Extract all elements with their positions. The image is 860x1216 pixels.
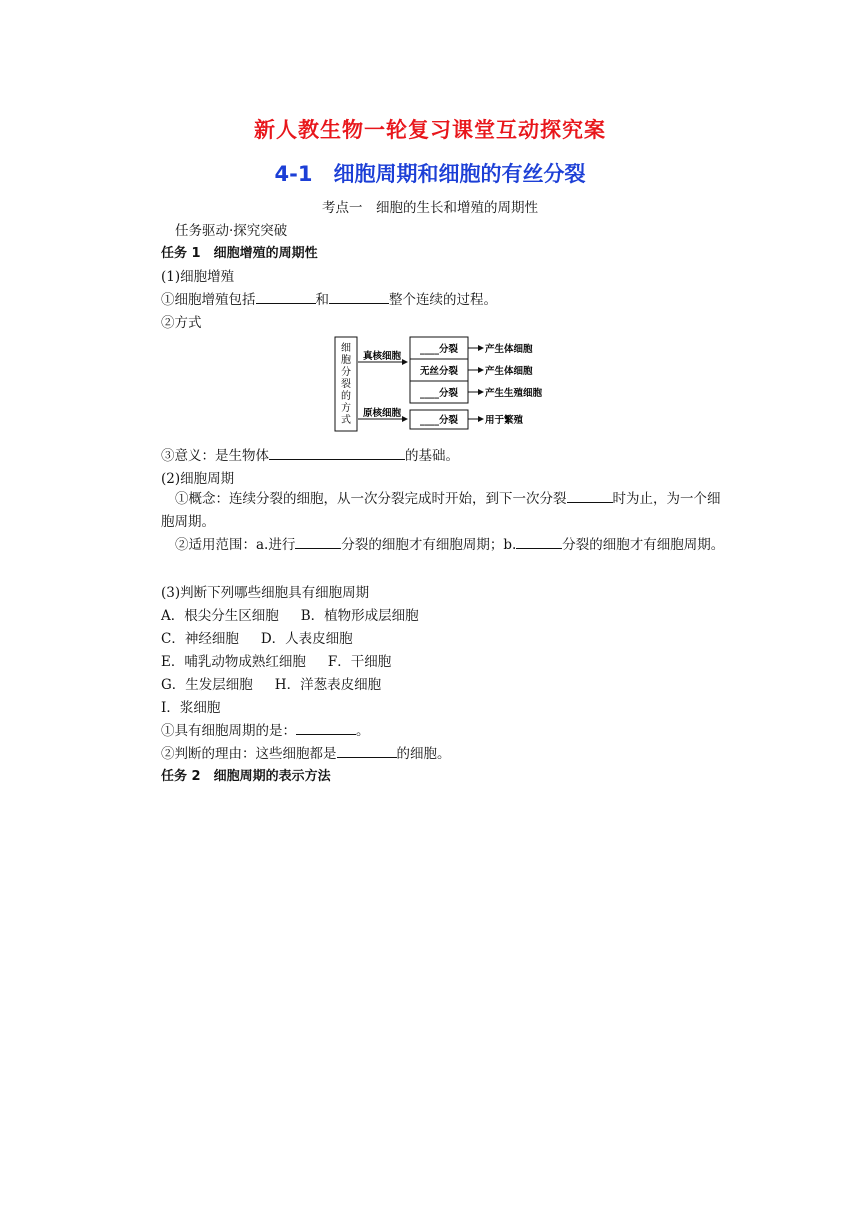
outcome-1: 产生体细胞 [485, 344, 533, 355]
outcome-4: 用于繁殖 [485, 415, 524, 426]
task-drive-label: 任务驱动·探究突破 [175, 223, 288, 239]
fill-blank[interactable] [295, 536, 341, 549]
option-row [161, 627, 353, 647]
section-heading: 考点一 细胞的生长和增殖的周期性 [322, 200, 538, 216]
question-2 [161, 742, 451, 762]
p2-heading: (2)细胞周期 [161, 471, 235, 487]
task1-heading: 任务 1 细胞增殖的周期性 [161, 246, 318, 261]
fill-blank[interactable] [329, 291, 389, 304]
q2-text-2: 的细胞。 [396, 746, 451, 762]
outcome-3: 产生生殖细胞 [485, 388, 543, 399]
fill-blank[interactable] [269, 447, 405, 460]
division-type-1: ____分裂 [419, 344, 459, 355]
q1-text-1: ①具有细胞周期的是： [161, 723, 296, 739]
root-char: 裂 [341, 379, 351, 390]
eukaryote-label: 真核细胞 [362, 351, 402, 362]
p1-a-text-1: ①细胞增殖包括 [161, 292, 256, 308]
p2-b-text-1: ②适用范围：a.进行 [175, 537, 296, 553]
option-a: A．根尖分生区细胞 [161, 608, 279, 624]
option-row [161, 696, 220, 716]
prokaryote-label: 原核细胞 [362, 408, 402, 419]
option-row [161, 604, 419, 624]
cell-division-diagram [334, 334, 554, 434]
lesson-title: 4-1 细胞周期和细胞的有丝分裂 [274, 162, 586, 186]
root-char: 方 [341, 403, 351, 414]
root-char: 的 [341, 391, 351, 402]
option-h: H．洋葱表皮细胞 [274, 677, 382, 693]
root-char: 细 [341, 343, 351, 354]
option-row [161, 673, 381, 693]
q1-text-2: 。 [356, 723, 370, 739]
p1-a-text-2: 和 [315, 292, 329, 308]
option-b: B．植物形成层细胞 [300, 608, 419, 624]
p1-item-a [161, 288, 497, 308]
p1-a-text-3: 整个连续的过程。 [389, 292, 497, 308]
outcome-2: 产生体细胞 [485, 366, 533, 377]
fill-blank[interactable] [567, 490, 613, 503]
fill-blank[interactable] [296, 722, 356, 735]
p3-heading: (3)判断下列哪些细胞具有细胞周期 [161, 585, 370, 601]
fill-blank[interactable] [337, 745, 397, 758]
p2-b-text-2: 分裂的细胞才有细胞周期；b. [341, 537, 517, 553]
division-type-3: ____分裂 [419, 388, 459, 399]
p1-item-b: ②方式 [161, 315, 202, 331]
p2-b-text-3: 分裂的细胞才有细胞周期。 [562, 537, 725, 553]
root-char: 式 [341, 415, 351, 426]
p1-c-text-2: 的基础。 [405, 448, 459, 464]
p2-a-text-1: ①概念：连续分裂的细胞，从一次分裂完成时开始，到下一次分裂 [175, 491, 567, 507]
option-f: F．干细胞 [327, 654, 392, 670]
p1-heading: (1)细胞增殖 [161, 269, 235, 285]
p2-a-text-2: 时为止，为一个细胞周期。 [161, 491, 721, 530]
division-type-2: 无丝分裂 [419, 366, 459, 377]
p1-c-text-1: ③意义：是生物体 [161, 448, 269, 464]
p2-item-a [161, 488, 729, 534]
root-char: 胞 [341, 355, 351, 366]
task2-heading: 任务 2 细胞周期的表示方法 [161, 769, 331, 784]
option-c: C．神经细胞 [161, 631, 239, 647]
fill-blank[interactable] [516, 536, 562, 549]
q2-text-1: ②判断的理由：这些细胞都是 [161, 746, 337, 762]
option-row [161, 650, 391, 670]
option-g: G．生发层细胞 [161, 677, 253, 693]
question-1 [161, 719, 370, 739]
division-type-4: ____分裂 [419, 415, 459, 426]
p1-item-c [161, 444, 459, 464]
root-char: 分 [341, 367, 351, 378]
document-title: 新人教生物一轮复习课堂互动探究案 [254, 118, 606, 142]
fill-blank[interactable] [256, 291, 316, 304]
p2-item-b [161, 534, 729, 557]
option-d: D．人表皮细胞 [260, 631, 353, 647]
option-e: E．哺乳动物成熟红细胞 [161, 654, 306, 670]
option-i: I．浆细胞 [161, 700, 221, 716]
